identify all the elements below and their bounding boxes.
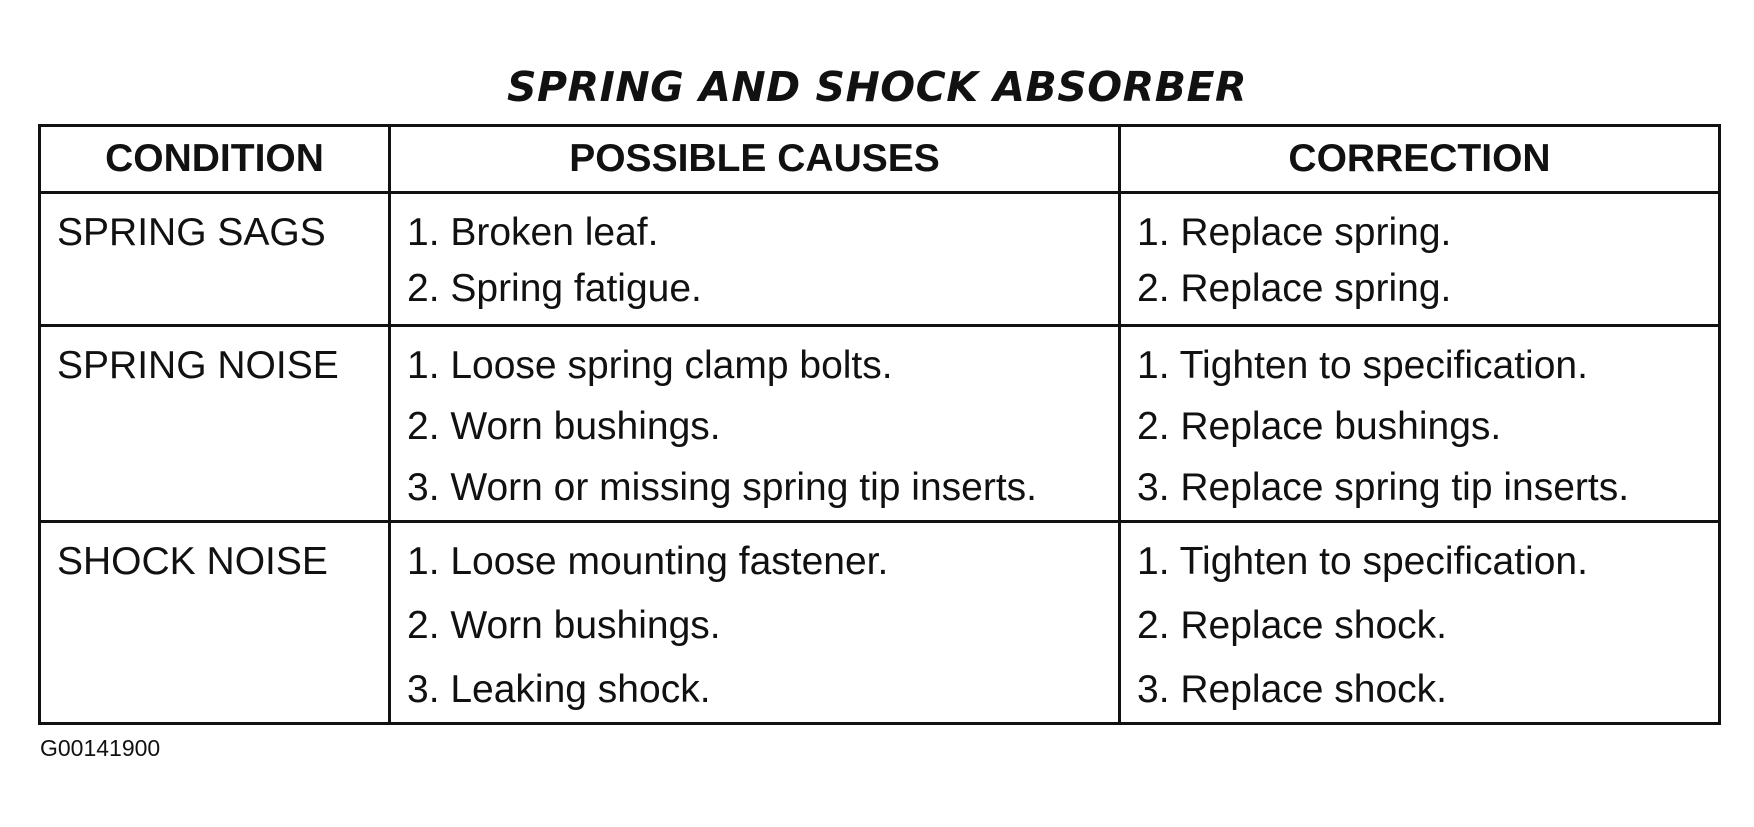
condition-label: SPRING NOISE xyxy=(57,344,339,387)
condition-cell xyxy=(40,326,390,522)
correction-cell xyxy=(1120,326,1720,522)
cause-item: 3. Worn or missing spring tip inserts. xyxy=(407,466,1037,509)
page-title: SPRING AND SHOCK ABSORBER xyxy=(506,63,1248,111)
header-condition: CONDITION xyxy=(40,126,390,193)
causes-cell xyxy=(390,522,1120,724)
cause-item: 2. Worn bushings. xyxy=(407,405,721,448)
correction-item: 3. Replace shock. xyxy=(1137,668,1448,711)
condition-label: SHOCK NOISE xyxy=(57,540,328,583)
correction-item: 3. Replace spring tip inserts. xyxy=(1137,466,1630,509)
header-possible-causes: POSSIBLE CAUSES xyxy=(390,126,1120,193)
correction-item: 2. Replace bushings. xyxy=(1137,405,1502,448)
table-row xyxy=(40,522,1720,724)
correction-cell xyxy=(1120,522,1720,724)
table-row xyxy=(40,326,1720,522)
diagnosis-table xyxy=(38,124,1721,725)
correction-item: 2. Replace shock. xyxy=(1137,604,1448,647)
condition-cell xyxy=(40,193,390,326)
correction-item: 2. Replace spring. xyxy=(1137,267,1452,310)
cause-item: 1. Loose spring clamp bolts. xyxy=(407,344,893,387)
table-header-row xyxy=(40,126,1720,193)
figure-id: G00141900 xyxy=(40,735,161,761)
causes-cell xyxy=(390,326,1120,522)
condition-cell xyxy=(40,522,390,724)
cause-item: 1. Loose mounting fastener. xyxy=(407,540,889,583)
cause-item: 2. Worn bushings. xyxy=(407,604,721,647)
correction-cell xyxy=(1120,193,1720,326)
table-row xyxy=(40,193,1720,326)
causes-cell xyxy=(390,193,1120,326)
correction-item: 1. Replace spring. xyxy=(1137,211,1452,254)
cause-item: 2. Spring fatigue. xyxy=(407,267,702,310)
correction-item: 1. Tighten to specification. xyxy=(1137,344,1588,387)
cause-item: 1. Broken leaf. xyxy=(407,211,659,254)
condition-label: SPRING SAGS xyxy=(57,211,326,254)
correction-item: 1. Tighten to specification. xyxy=(1137,540,1588,583)
header-correction: CORRECTION xyxy=(1120,126,1720,193)
cause-item: 3. Leaking shock. xyxy=(407,668,711,711)
